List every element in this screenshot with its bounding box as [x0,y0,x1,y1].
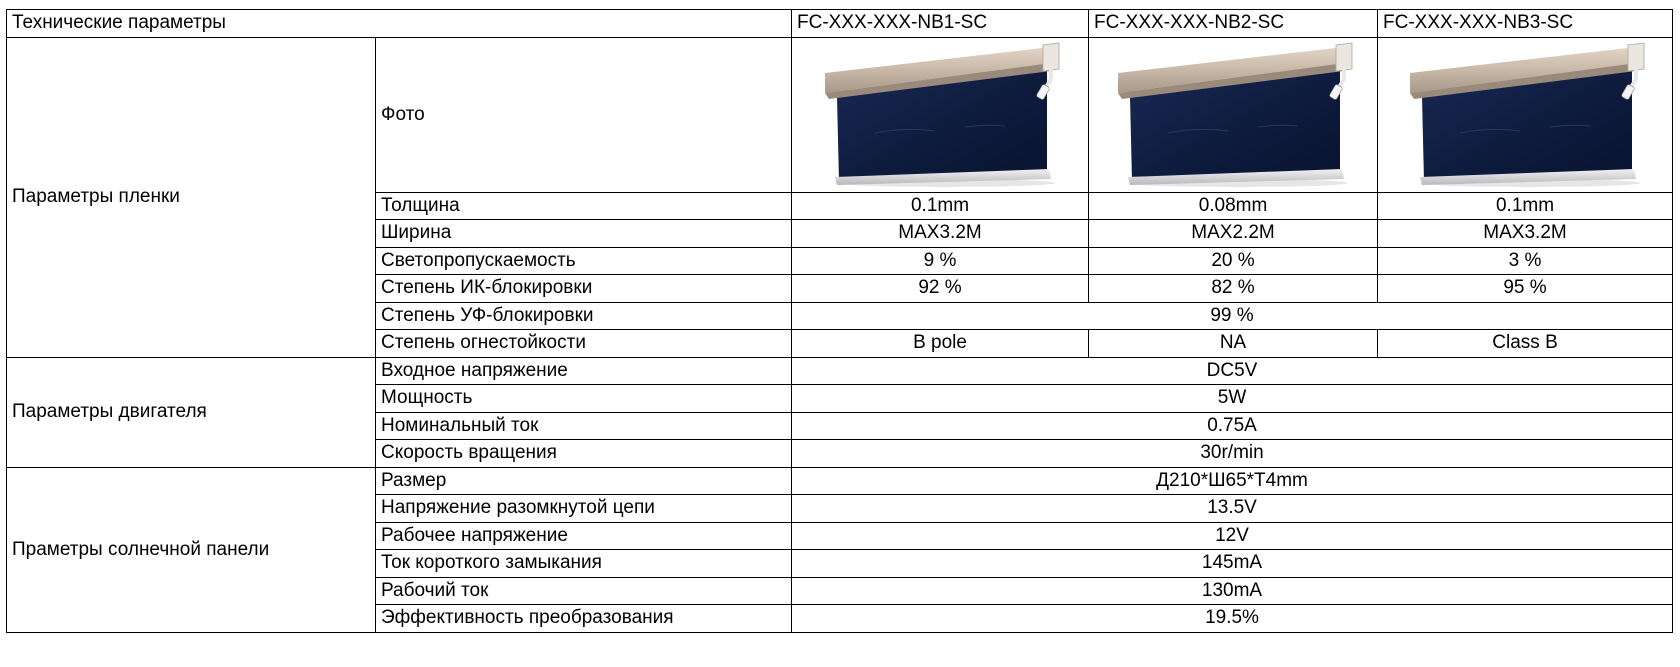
header-row [7,10,1673,38]
cell-value: Class B [1378,330,1673,358]
row-label: Степень ИК-блокировки [376,275,792,303]
photo-cell-nb3 [1378,37,1673,192]
motor-group-label: Параметры двигателя [7,357,376,467]
solar-group-label: Праметры солнечной панели [7,467,376,632]
model-header-nb3: FC-XXX-XXX-NB3-SC [1378,10,1673,38]
cell-value: MAX3.2M [792,220,1089,248]
model-header-nb1: FC-XXX-XXX-NB1-SC [792,10,1089,38]
cell-value: 95 % [1378,275,1673,303]
row-label: Ширина [376,220,792,248]
film-group-label: Параметры пленки [7,37,376,357]
cell-value: 0.1mm [792,192,1089,220]
roller-blind-photo [1400,41,1650,189]
cell-value: NA [1089,330,1378,358]
cell-value: 82 % [1089,275,1378,303]
photo-row [7,37,1673,192]
cell-value: 5W [792,385,1673,413]
cell-value: 0.08mm [1089,192,1378,220]
row-label: Размер [376,467,792,495]
cell-value: 30r/min [792,440,1673,468]
cell-value: 13.5V [792,495,1673,523]
cell-value: 20 % [1089,247,1378,275]
cell-value: 3 % [1378,247,1673,275]
row-label: Толщина [376,192,792,220]
row-label: Степень огнестойкости [376,330,792,358]
photo-cell-nb2 [1089,37,1378,192]
spec-table [6,9,1673,633]
cell-value: B pole [792,330,1089,358]
roller-blind-photo [1108,41,1358,189]
row-label: Рабочее напряжение [376,522,792,550]
cell-value: MAX2.2M [1089,220,1378,248]
cell-value: 9 % [792,247,1089,275]
row-label: Скорость вращения [376,440,792,468]
row-label: Мощность [376,385,792,413]
photo-label: Фото [376,37,792,192]
table-title: Технические параметры [7,10,792,38]
cell-value: 0.75A [792,412,1673,440]
table-row [7,357,1673,385]
roller-blind-photo [815,41,1065,189]
row-label: Светопропускаемость [376,247,792,275]
cell-value: 12V [792,522,1673,550]
table-row [7,467,1673,495]
row-label: Номинальный ток [376,412,792,440]
row-label: Эффективность преобразования [376,605,792,633]
cell-value: 0.1mm [1378,192,1673,220]
cell-value: 92 % [792,275,1089,303]
row-label: Рабочий ток [376,577,792,605]
row-label: Входное напряжение [376,357,792,385]
cell-value: 99 % [792,302,1673,330]
row-label: Ток короткого замыкания [376,550,792,578]
cell-value: Д210*Ш65*T4mm [792,467,1673,495]
cell-value: 145mA [792,550,1673,578]
row-label: Степень УФ-блокировки [376,302,792,330]
cell-value: 19.5% [792,605,1673,633]
cell-value: MAX3.2M [1378,220,1673,248]
model-header-nb2: FC-XXX-XXX-NB2-SC [1089,10,1378,38]
cell-value: 130mA [792,577,1673,605]
cell-value: DC5V [792,357,1673,385]
row-label: Напряжение разомкнутой цепи [376,495,792,523]
photo-cell-nb1 [792,37,1089,192]
